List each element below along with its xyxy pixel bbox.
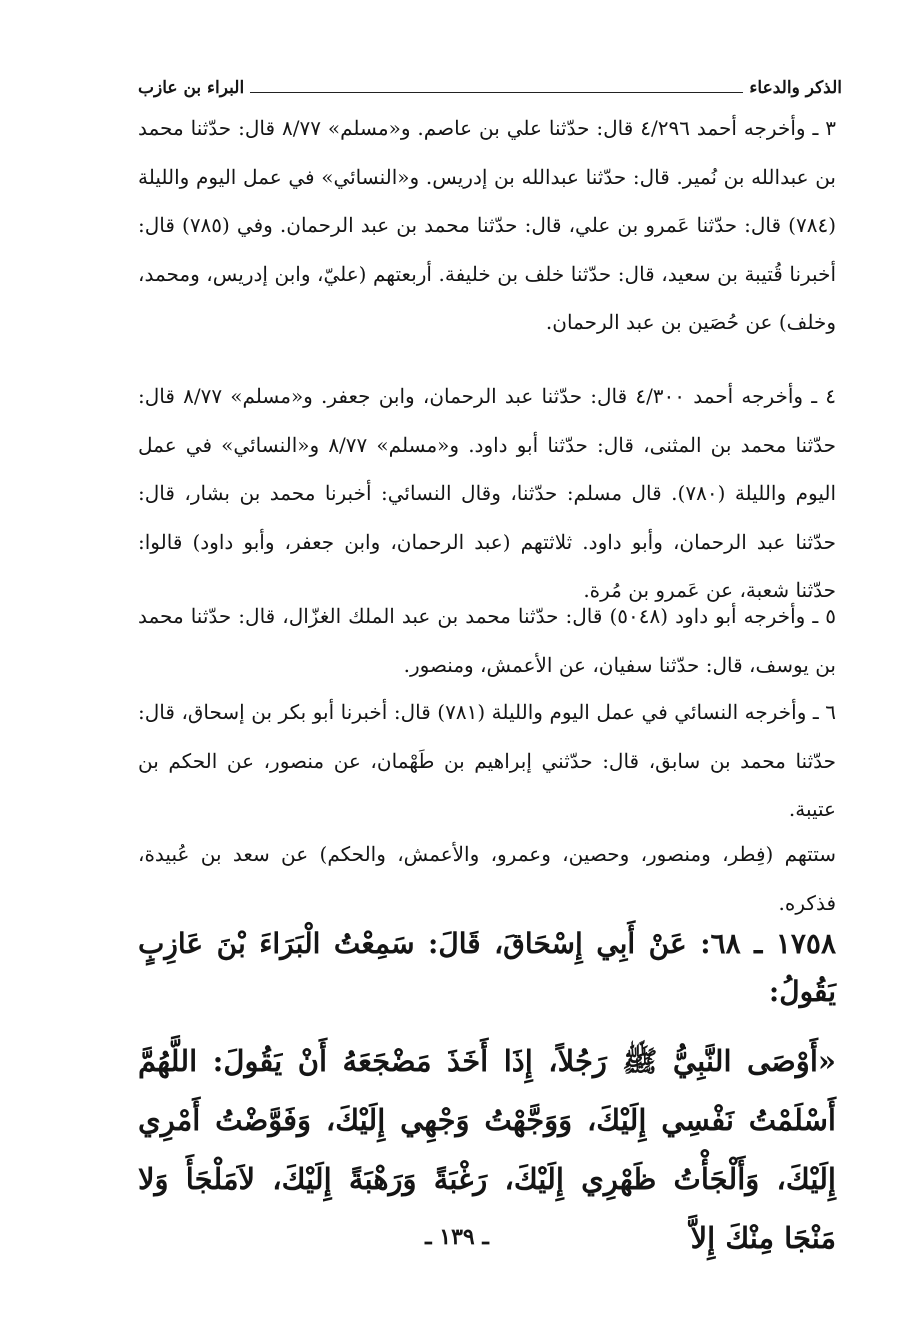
paragraph-takhrij-6: ٦ ـ وأخرجه النسائي في عمل اليوم والليلة (٧٨١) قال: أخبرنا أبو بكر بن إسحاق، قال: حدّثنا محمد بن سابق، قال: حدّثني إبراهيم بن طَهْمان، عن منصور، عن الحكم بن عتيبة. — [138, 700, 836, 821]
running-header — [138, 72, 842, 98]
chapter-title: الذكر والدعاء — [749, 78, 842, 98]
header-rule — [250, 92, 743, 93]
section-title: البراء بن عازب — [138, 78, 245, 98]
paragraph-takhrij-4: ٤ ـ وأخرجه أحمد ٤/٣٠٠ قال: حدّثنا عبد الرحمان، وابن جعفر. و«مسلم» ٨/٧٧ قال: حدّثنا محمد بن المثنى، قال: حدّثنا أبو داود. و«مسلم» ٨/٧٧ و«النسائي» في عمل اليوم والليلة (٧٨٠). قال مسلم: حدّثنا، وقال النسائي: أخبرنا محمد بن بشار، قال: حدّثنا عبد الرحمان، وأبو داود. ثلاثتهم (عبد الرحمان، وابن جعفر، وأبو داود) قالوا: حدّثنا شعبة، عن عَمرو بن مُرة. — [138, 384, 836, 602]
paragraph-takhrij-3: ٣ ـ وأخرجه أحمد ٤/٢٩٦ قال: حدّثنا علي بن عاصم. و«مسلم» ٨/٧٧ قال: حدّثنا محمد بن عبدالله بن نُمير. قال: حدّثنا عبدالله بن إدريس. و«النسائي» في عمل اليوم والليلة (٧٨٤) قال: حدّثنا عَمرو بن علي، قال: حدّثنا محمد بن عبد الرحمان. وفي (٧٨٥) قال: أخبرنا قُتيبة بن سعيد، قال: حدّثنا خلف بن خليفة. أربعتهم (عليّ، وابن إدريس، ومحمد، وخلف) عن حُصَين بن عبد الرحمان. — [138, 116, 837, 334]
hadith-heading: ١٧٥٨ ـ ٦٨: عَنْ أَبِي إِسْحَاقَ، قَالَ: سَمِعْتُ الْبَرَاءَ بْنَ عَازِبٍ يَقُولُ: — [138, 927, 836, 1008]
page-number: ـ ١٣٩ ـ — [425, 1224, 489, 1250]
paragraph-takhrij-5: ٥ ـ وأخرجه أبو داود (٥٠٤٨) قال: حدّثنا محمد بن عبد الملك الغزّال، قال: حدّثنا محمد بن يوسف، قال: حدّثنا سفيان، عن الأعمش، ومنصور. — [138, 604, 837, 677]
paragraph-summary: ستتهم (فِطر، ومنصور، وحصين، وعمرو، والأعمش، والحكم) عن سعد بن عُبيدة، فذكره. — [138, 842, 836, 915]
hadith-text: «أَوْصَى النَّبِيُّ ﷺ رَجُلاً، إِذَا أَخَذَ مَضْجَعَهُ أَنْ يَقُولَ: اللَّهُمَّ أَسْلَمْتُ نَفْسِي إِلَيْكَ، وَوَجَّهْتُ وَجْهِي إِلَيْكَ، وَفَوَّضْتُ أَمْرِي إِلَيْكَ، وَأَلْجَأْتُ ظَهْرِي إِلَيْكَ، رَغْبَةً وَرَهْبَةً إِلَيْكَ، لاَمَلْجَأَ وَلا مَنْجَا مِنْكَ إِلاَّ — [138, 1044, 836, 1255]
